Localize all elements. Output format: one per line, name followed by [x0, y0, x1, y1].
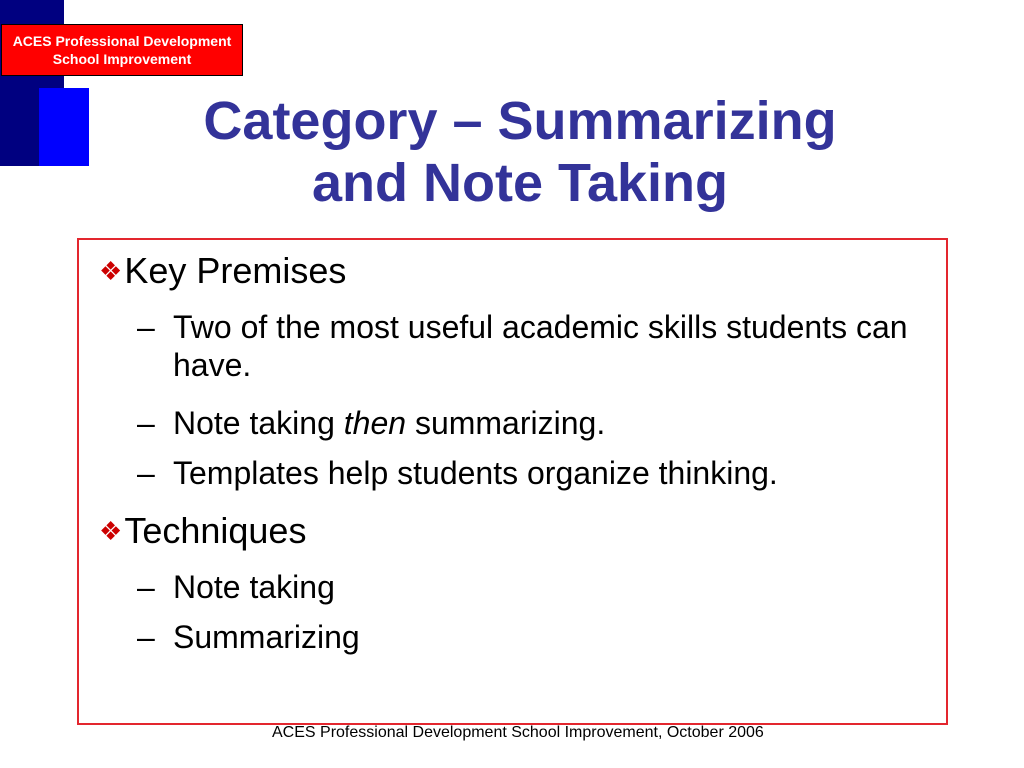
list-item: [137, 568, 917, 606]
dash-bullet: –: [137, 405, 155, 441]
dash-bullet: –: [137, 455, 155, 491]
diamond-bullet-icon: ❖: [99, 256, 123, 286]
section-key-premises: [99, 250, 346, 292]
decor-bright-blue-block: [39, 88, 89, 166]
badge-line-2: School Improvement: [52, 51, 192, 67]
text-emphasis: then: [343, 405, 407, 441]
section-label: Techniques: [124, 510, 307, 551]
title-line-1: Category – Summarizing: [203, 91, 837, 151]
slide-title: [90, 90, 950, 214]
dash-bullet: –: [137, 569, 155, 605]
list-item: [137, 308, 917, 384]
list-item: [137, 618, 917, 656]
header-badge: [1, 24, 243, 76]
list-item-text: Templates help students organize thinking.: [173, 455, 778, 491]
list-item-text: [173, 404, 917, 442]
section-label: Key Premises: [124, 250, 347, 291]
list-item-text: Note taking: [173, 569, 335, 605]
title-line-2: and Note Taking: [311, 153, 729, 213]
diamond-bullet-icon: ❖: [99, 516, 123, 546]
list-item-text: Summarizing: [173, 619, 360, 655]
section-techniques: [99, 510, 306, 552]
list-item: [137, 404, 917, 442]
footer-text: ACES Professional Development School Improvement, October 2006: [272, 724, 764, 741]
text-prefix: Note taking: [173, 405, 344, 441]
list-item: [137, 454, 917, 492]
dash-bullet: –: [137, 619, 155, 655]
content-box: [77, 238, 948, 725]
dash-bullet: –: [137, 309, 155, 345]
text-suffix: summarizing.: [406, 405, 606, 441]
badge-line-1: ACES Professional Development: [12, 33, 232, 49]
list-item-text: Two of the most useful academic skills students can have.: [173, 309, 908, 383]
